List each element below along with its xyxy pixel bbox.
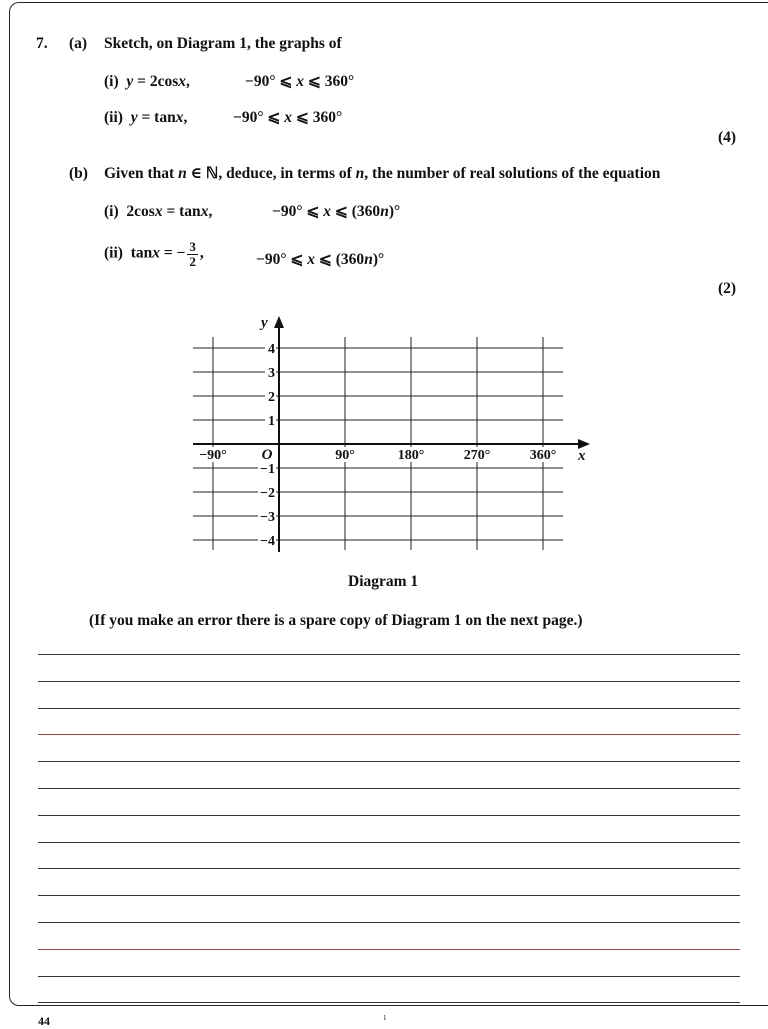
part-b-label: (b) <box>69 165 88 182</box>
x-tick-label: 90° <box>335 448 355 463</box>
origin-label: O <box>261 447 273 463</box>
x-tick-label: 180° <box>397 448 425 463</box>
fraction-three-halves: $\frac{3}{2}$ <box>189 239 196 269</box>
spare-copy-note: (If you make an error there is a spare copy of Diagram 1 on the next page.) <box>89 612 583 629</box>
y-tick-label: 2 <box>268 390 275 405</box>
part-a-item-i: (i) y = 2cosx, <box>104 73 190 90</box>
part-b-intro: Given that n ∈ ℕ, deduce, in terms of n, the number of real solutions of the equation <box>104 165 661 182</box>
part-b-item-i: (i) 2cosx = tanx, <box>104 203 213 220</box>
answer-line[interactable] <box>38 868 740 869</box>
y-tick-label: −3 <box>260 510 275 525</box>
part-b-marks: (2) <box>718 280 737 297</box>
diagram-caption: Diagram 1 <box>348 573 419 590</box>
answer-line[interactable] <box>38 976 740 977</box>
part-b-item-ii-range: −90° ⩽ x ⩽ (360n)° <box>256 251 385 268</box>
answer-line[interactable] <box>38 761 740 762</box>
part-a-intro: Sketch, on Diagram 1, the graphs of <box>104 35 342 52</box>
answer-line[interactable] <box>38 788 740 789</box>
question-number: 7. <box>36 35 48 52</box>
x-axis-label: x <box>578 448 586 464</box>
answer-line[interactable] <box>38 922 740 923</box>
answer-line[interactable] <box>38 949 740 950</box>
answer-line[interactable] <box>38 734 740 735</box>
x-tick-label: 360° <box>529 448 557 463</box>
answer-line[interactable] <box>38 1002 740 1003</box>
answer-line[interactable] <box>38 681 740 682</box>
y-tick-label: 1 <box>268 414 275 429</box>
answer-line[interactable] <box>38 895 740 896</box>
x-tick-label: 270° <box>463 448 491 463</box>
y-tick-label: −1 <box>260 462 275 477</box>
answer-line[interactable] <box>38 815 740 816</box>
part-a-item-ii-range: −90° ⩽ x ⩽ 360° <box>233 109 343 126</box>
y-tick-label: −2 <box>260 486 275 501</box>
footer-mark: 1 <box>383 1014 387 1022</box>
part-a-item-ii: (ii) y = tanx, <box>104 109 188 126</box>
part-b-item-i-range: −90° ⩽ x ⩽ (360n)° <box>272 203 401 220</box>
y-tick-label: −4 <box>260 534 275 549</box>
answer-line[interactable] <box>38 842 740 843</box>
y-axis-label: y <box>261 315 268 331</box>
answer-line[interactable] <box>38 654 740 655</box>
y-axis-arrow <box>274 316 284 328</box>
part-b-item-ii: (ii) tanx = − $\frac{3}{2}$ , <box>104 239 204 269</box>
y-tick-label: 3 <box>268 366 275 381</box>
page-number: 44 <box>38 1014 50 1028</box>
part-a-item-i-range: −90° ⩽ x ⩽ 360° <box>245 73 355 90</box>
x-tick-label: −90° <box>199 448 227 463</box>
part-a-marks: (4) <box>718 129 737 146</box>
part-a-label: (a) <box>69 35 88 52</box>
y-tick-label: 4 <box>268 342 275 357</box>
answer-line[interactable] <box>38 708 740 709</box>
